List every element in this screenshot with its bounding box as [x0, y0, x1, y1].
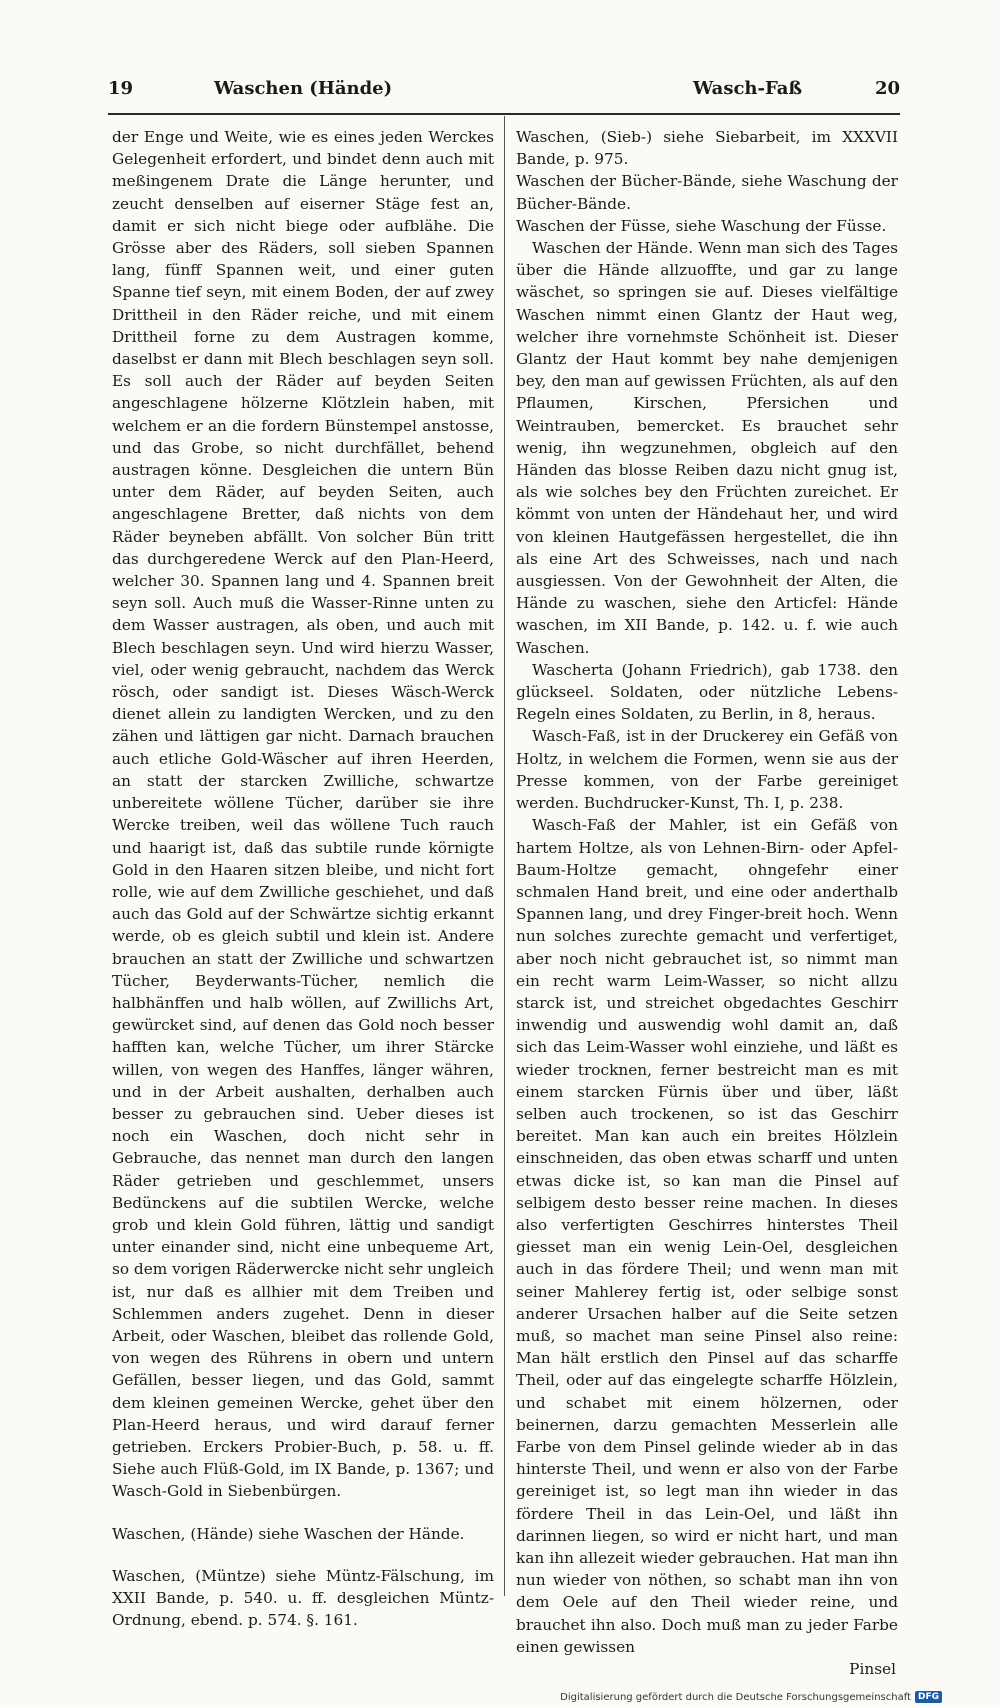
header-rule	[108, 113, 900, 115]
left-running-title: Waschen (Hände)	[214, 78, 393, 99]
text-paragraph: der Enge und Weite, wie es eines jeden Werckes Gelegenheit erfordert, und bindet denn auch mit meßingenem Drate die Länge herunter, und zeucht denselben auf eiserner Stäge fest an, damit er sich nicht biege oder aufblähe. Die Grösse aber des Räders, soll sieben Spannen lang, fünff Spannen weit, und einer guten Spanne tief seyn, mit einem Boden, der auf zwey Drittheil in den Räder reiche, und mit einem Drittheil forne zu dem Austragen komme, daselbst er dann mit Blech beschlagen seyn soll. Es soll auch der Räder auf beyden Seiten angeschlagene hölzerne Klötzlein haben, mit welchem er an die fordern Bünstempel anstosse, und das Grobe, so nicht durchfället, behend austragen könne. Desgleichen die untern Bün unter dem Räder, auf beyden Seiten, auch angeschlagene Bretter, daß nichts von dem Räder beyneben abfällt. Von solcher Bün tritt das durchgeredene Werck auf den Plan-Heerd, welcher 30. Spannen lang und 4. Spannen breit seyn soll. Auch muß die Wasser-Rinne unten zu dem Wasser austragen, als oben, und auch mit Blech beschlagen seyn. Und wird hierzu Wasser, viel, oder wenig gebraucht, nachdem das Werck rösch, oder sandigt ist. Dieses Wäsch-Werck dienet allein zu landigten Wercken, und zu den zähen und lättigen gar nicht. Darnach brauchen auch etliche Gold-Wäscher auf ihren Heerden, an statt der starcken Zwilliche, schwartze unbereitete wöllene Tücher, darüber sie ihre Wercke treiben, weil das wöllene Tuch rauch und haarigt ist, daß das subtile runde körnigte Gold in den Haaren sitzen bleibe, und nicht fort rolle, wie auf dem Zwilliche geschiehet, und daß auch das Gold auf der Schwärtze sichtig erkannt werde, ob es gleich subtil und klein ist. Andere brauchen an statt der Zwilliche und schwartzen Tücher, Beyderwants-Tücher, nemlich die halbhänffen und halb wöllen, auf Zwillichs Art, gewürcket sind, auf denen das Gold noch besser hafften kan, welche Tücher, um ihrer Stärcke willen, von wegen des Hanffes, länger währen, und in der Arbeit aushalten, derhalben auch besser zu gebrauchen sind. Ueber dieses ist noch ein Waschen, doch nicht sehr in Gebrauche, das nennet man durch den langen Räder getrieben und geschlemmet, unsers Bedünckens auf die subtilen Wercke, welche grob und klein Gold führen, lättig und sandigt unter einander sind, nicht eine unbequeme Art, so dem vorigen Räderwercke nicht sehr ungleich ist, nur daß es allhier mit dem Treiben und Schlemmen anders zugehet. Denn in dieser Arbeit, oder Waschen, bleibet das rollende Gold, von wegen des Rührens in obern und untern Gefällen, besser liegen, und das Gold, sammt dem kleinen gemeinen Wercke, gehet über den Plan-Heerd heraus, und wird darauf ferner getrieben. Erckers Probier-Buch, p. 58. u. ff. Siehe auch Flüß-Gold, im IX Bande, p. 1367; und Wasch-Gold in Siebenbürgen.	[112, 128, 494, 1501]
footer-credit: Digitalisierung gefördert durch die Deutsche Forschungsgemeinschaft	[560, 1691, 911, 1703]
column-divider	[504, 116, 505, 1596]
text-paragraph: Waschen, (Sieb-) siehe Siebarbeit, im XXXVII Bande, p. 975.	[516, 128, 898, 169]
digitization-footer	[560, 1690, 942, 1704]
left-column	[112, 126, 494, 1631]
text-paragraph: Waschen, (Hände) siehe Waschen der Hände.	[112, 1524, 465, 1543]
right-column	[516, 126, 898, 1680]
right-running-title: Wasch-Faß	[693, 78, 803, 99]
catchword: Pinsel	[849, 1660, 896, 1679]
text-paragraph: Waschen der Bücher-Bände, siehe Waschung der Bücher-Bände.	[516, 172, 898, 213]
dfg-logo: DFG	[915, 1691, 942, 1703]
page-header	[108, 78, 900, 108]
text-paragraph: Wasch-Faß, ist in der Druckerey ein Gefäß von Holtz, in welchem die Formen, wenn sie aus der Presse kommen, von der Farbe gereiniget werden. Buchdrucker-Kunst, Th. I, p. 238.	[516, 727, 898, 813]
text-paragraph: Waschen der Hände. Wenn man sich des Tages über die Hände allzuoffte, und gar zu lange wäschet, so springen sie auf. Dieses vielfältige Waschen nimmt einen Glantz der Haut weg, welcher ihre vornehmste Schönheit ist. Dieser Glantz der Haut kommt bey nahe demjenigen bey, den man auf gewissen Früchten, als auf den Pflaumen, Kirschen, Pfersichen und Weintrauben, bemercket. Es brauchet sehr wenig, ihn wegzunehmen, obgleich auf den Händen das blosse Reiben dazu nicht gnug ist, als wie solches bey den Früchten zureichet. Er kömmt von unten der Händehaut her, und wird von kleinen Hautgefässen hergestellet, die ihn als eine Art des Schweisses, nach und nach ausgiessen. Von der Gewohnheit der Alten, die Hände zu waschen, siehe den Articfel: Hände waschen, im XII Bande, p. 142. u. f. wie auch Waschen.	[516, 239, 898, 657]
left-page-number: 19	[108, 78, 134, 99]
text-paragraph: Waschen der Füsse, siehe Waschung der Füsse.	[516, 216, 887, 235]
right-page-number: 20	[874, 78, 900, 99]
text-paragraph: Wasch-Faß der Mahler, ist ein Gefäß von hartem Holtze, als von Lehnen-Birn- oder Apfel-Baum-Holtze gemacht, ohngefehr einer schmalen Hand breit, und eine oder anderthalb Spannen lang, und drey Finger-breit hoch. Wenn nun solches zurechte gemacht und verfertiget, aber noch nicht gebrauchet ist, so nimmt man ein recht warm Leim-Wasser, so nicht allzu starck ist, und streichet obgedachtes Geschirr inwendig und auswendig wohl damit an, daß sich das Leim-Wasser wohl einziehe, und läßt es wieder trocknen, ferner bestreicht man es mit einem starcken Fürnis über und über, läßt selben auch trockenen, so ist das Geschirr bereitet. Man kan auch ein breites Hölzlein einschneiden, das oben etwas scharff und unten etwas dicke ist, so kan man die Pinsel auf selbigem desto besser reine machen. In dieses also verfertigten Geschirres hinterstes Theil giesset man ein wenig Lein-Oel, desgleichen auch in das fördere Theil; und wenn man mit seiner Mahlerey fertig ist, oder selbige sonst anderer Ursachen halber auf die Seite setzen muß, so machet man seine Pinsel also reine: Man hält erstlich den Pinsel auf das scharffe Theil, oder auf das eingelegte scharffe Hölzlein, und schabet mit einem hölzernen, oder beinernen, darzu gemachten Messerlein alle Farbe von dem Pinsel gelinde wieder ab in das hinterste Theil, und wenn er also von der Farbe gereiniget ist, so legt man ihn wieder in das fördere Theil in das Lein-Oel, und läßt ihn darinnen liegen, so wird er nicht hart, und man kan ihn allezeit wieder gebrauchen. Hat man ihn nun wieder von nöthen, so schabt man ihn von dem Oele auf den Theil wieder reine, und brauchet ihn also. Doch muß man zu jeder Farbe einen gewissen	[516, 816, 898, 1656]
text-paragraph: Wascherta (Johann Friedrich), gab 1738. den glückseel. Soldaten, oder nützliche Lebens-Regeln eines Soldaten, zu Berlin, in 8, heraus.	[516, 660, 898, 724]
text-paragraph: Waschen, (Müntze) siehe Müntz-Fälschung, im XXII Bande, p. 540. u. ff. desgleichen Müntz-Ordnung, ebend. p. 574. §. 161.	[112, 1566, 494, 1630]
